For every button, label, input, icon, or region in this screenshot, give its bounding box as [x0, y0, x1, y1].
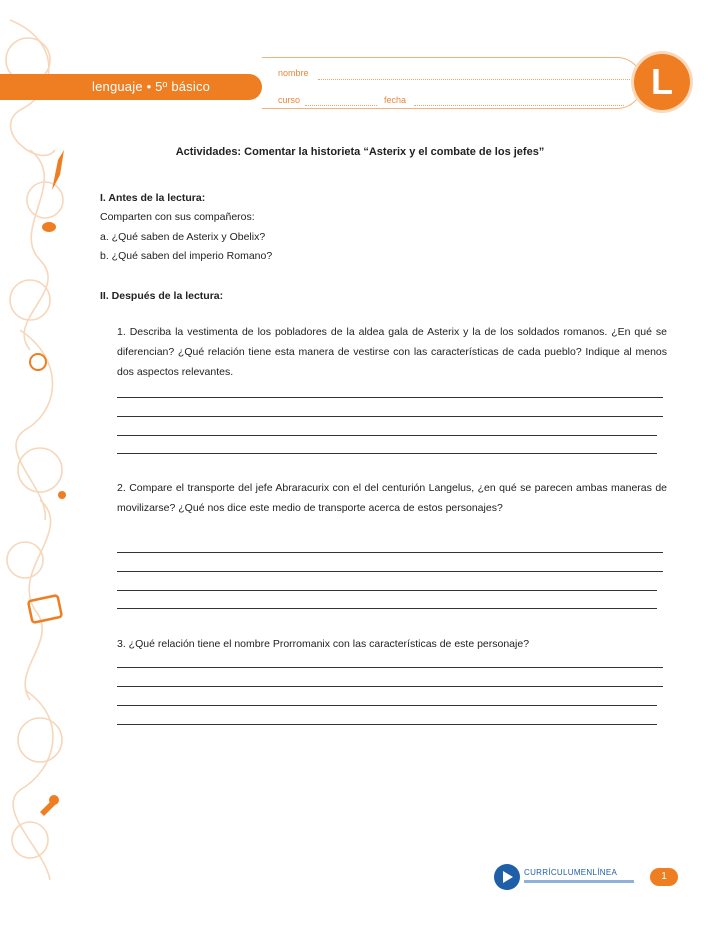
- answer-line[interactable]: [117, 552, 663, 553]
- answer-line[interactable]: [117, 667, 663, 668]
- section-2-heading: II. Después de la lectura:: [100, 290, 224, 302]
- answer-line[interactable]: [117, 453, 657, 454]
- subject-banner: [0, 74, 262, 100]
- nombre-label: nombre: [278, 68, 309, 78]
- activity-title: Actividades: Comentar la historieta “Asterix y el combate de los jefes”: [175, 146, 545, 158]
- answer-line[interactable]: [117, 571, 663, 572]
- page-number: 1: [650, 868, 678, 886]
- subject-letter-badge: L: [634, 54, 690, 110]
- question-3: 3. ¿Qué relación tiene el nombre Prorromanix con las características de este personaje?: [117, 638, 530, 650]
- answer-line[interactable]: [117, 608, 657, 609]
- section-1-item-b: b. ¿Qué saben del imperio Romano?: [100, 250, 273, 262]
- fecha-field[interactable]: [414, 105, 624, 106]
- fecha-label: fecha: [384, 95, 407, 105]
- section-1-item-a: a. ¿Qué saben de Asterix y Obelix?: [100, 231, 266, 243]
- answer-line[interactable]: [117, 435, 657, 436]
- answer-line[interactable]: [117, 705, 657, 706]
- answer-line[interactable]: [117, 416, 663, 417]
- question-1: 1. Describa la vestimenta de los pobladores de la aldea gala de Asterix y la de los soldados romanos. ¿En qué se diferencian? ¿Qué relación tiene esta manera de vestirse con las características de cada pueblo? Indique al menos dos aspectos relevantes.: [117, 326, 667, 378]
- question-2: 2. Compare el transporte del jefe Abraracurix con el del centurión Langelus, ¿en qué se parecen ambas maneras de movilizarse? ¿Qué nos dice este medio de transporte acerca de estos personajes?: [117, 482, 667, 514]
- section-1-heading: I. Antes de la lectura:: [100, 192, 206, 204]
- student-info-box: [262, 57, 643, 109]
- answer-line[interactable]: [117, 724, 657, 725]
- subject-label: lenguaje • 5º básico: [92, 79, 211, 94]
- curso-label: curso: [278, 95, 301, 105]
- footer-brand: CURRÍCULUMENLÍNEA: [524, 868, 618, 877]
- curriculum-logo-icon: [494, 864, 520, 890]
- answer-line[interactable]: [117, 590, 657, 591]
- section-1-intro: Comparten con sus compañeros:: [100, 211, 255, 223]
- answer-line[interactable]: [117, 397, 663, 398]
- answer-line[interactable]: [117, 686, 663, 687]
- nombre-field[interactable]: [318, 79, 630, 80]
- curso-field[interactable]: [305, 105, 377, 106]
- decorative-margin-swirls: [0, 0, 80, 933]
- footer-brand-subtitle-bar: [524, 880, 634, 883]
